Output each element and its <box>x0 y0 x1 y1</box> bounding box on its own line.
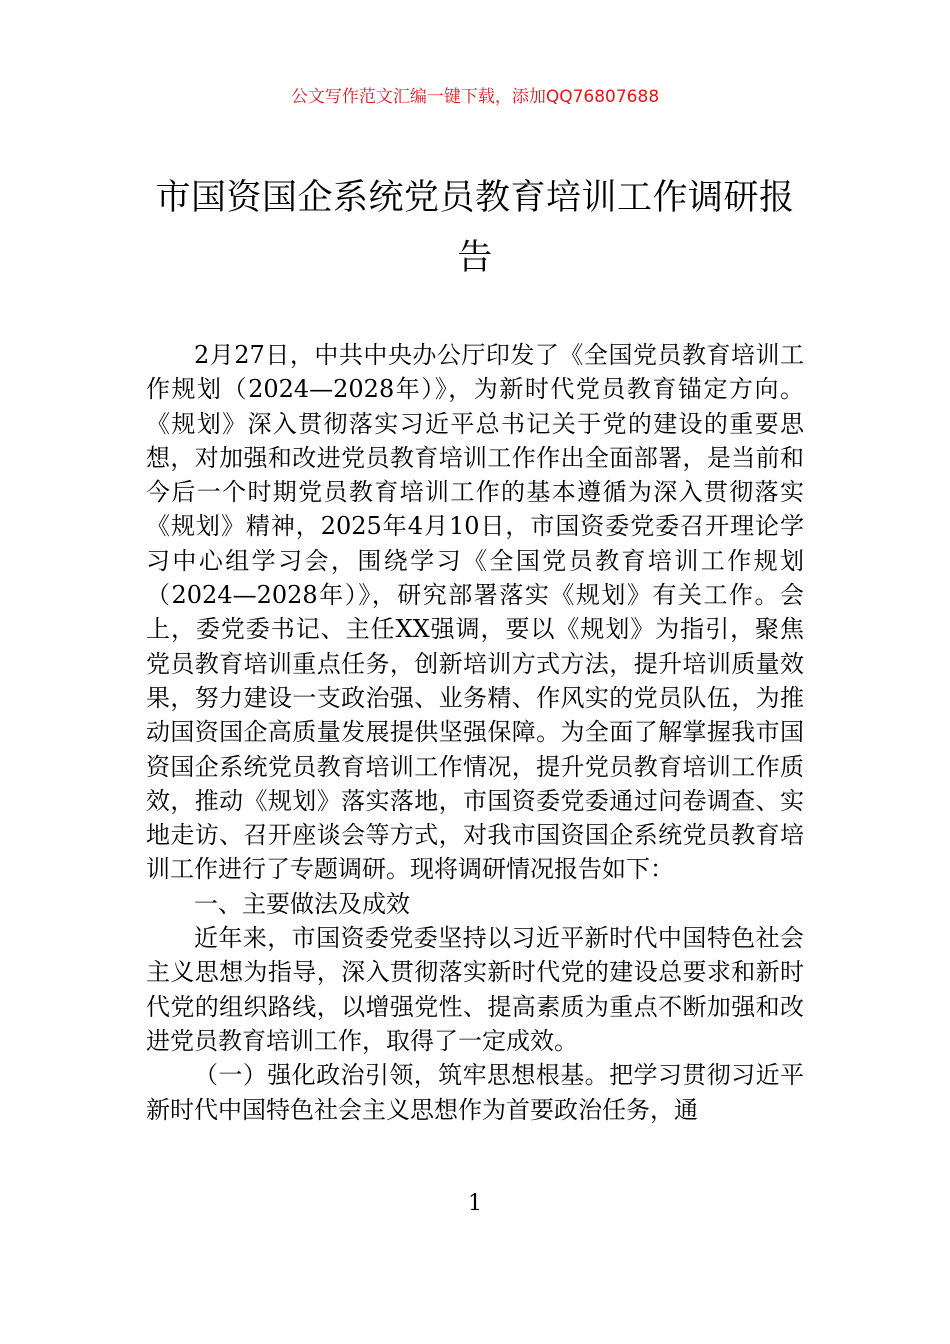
subsection-paragraph: （一）强化政治引领，筑牢思想根基。把学习贯彻习近平新时代中国特色社会主义思想作为首要政治任务，通 <box>146 1061 804 1124</box>
intro-paragraph: 2月27日，中共中央办公厅印发了《全国党员教育培训工作规划（2024—2028年）》，为新时代党员教育锚定方向。《规划》深入贯彻落实习近平总书记关于党的建设的重要思想，对加强和改进党员教育培训工作作出全面部署，是当前和今后一个时期党员教育培训工作的基本遵循为深入贯彻落实《规划》精神，2025年4月10日，市国资委党委召开理论学习中心组学习会，围绕学习《全国党员教育培训工作规划（2024—2028年）》，研究部署落实《规划》有关工作。会上，委党委书记、主任XX强调，要以《规划》为指引，聚焦党员教育培训重点任务，创新培训方式方法，提升培训质量效果，努力建设一支政治强、业务精、作风实的党员队伍，为推动国资国企高质量发展提供坚强保障。为全面了解掌握我市国资国企系统党员教育培训工作情况，提升党员教育培训工作质效，推动《规划》落实落地，市国资委党委通过问卷调查、实地走访、召开座谈会等方式，对我市国资国企系统党员教育培训工作进行了专题调研。现将调研情况报告如下： <box>146 341 804 884</box>
section-heading: 一、主要做法及成效 <box>194 889 410 918</box>
document-title: 市国资国企系统党员教育培训工作调研报告 <box>155 178 795 278</box>
section-intro-paragraph: 近年来，市国资委党委坚持以习近平新时代中国特色社会主义思想为指导，深入贯彻落实新时代党的建设总要求和新时代党的组织路线，以增强党性、提高素质为重点不断加强和改进党员教育培训工作，取得了一定成效。 <box>146 924 804 1055</box>
document-body <box>146 338 804 1127</box>
page-number: 1 <box>468 1191 482 1216</box>
download-banner: 公文写作范文汇编一键下载，添加QQ76807688 <box>290 87 660 107</box>
